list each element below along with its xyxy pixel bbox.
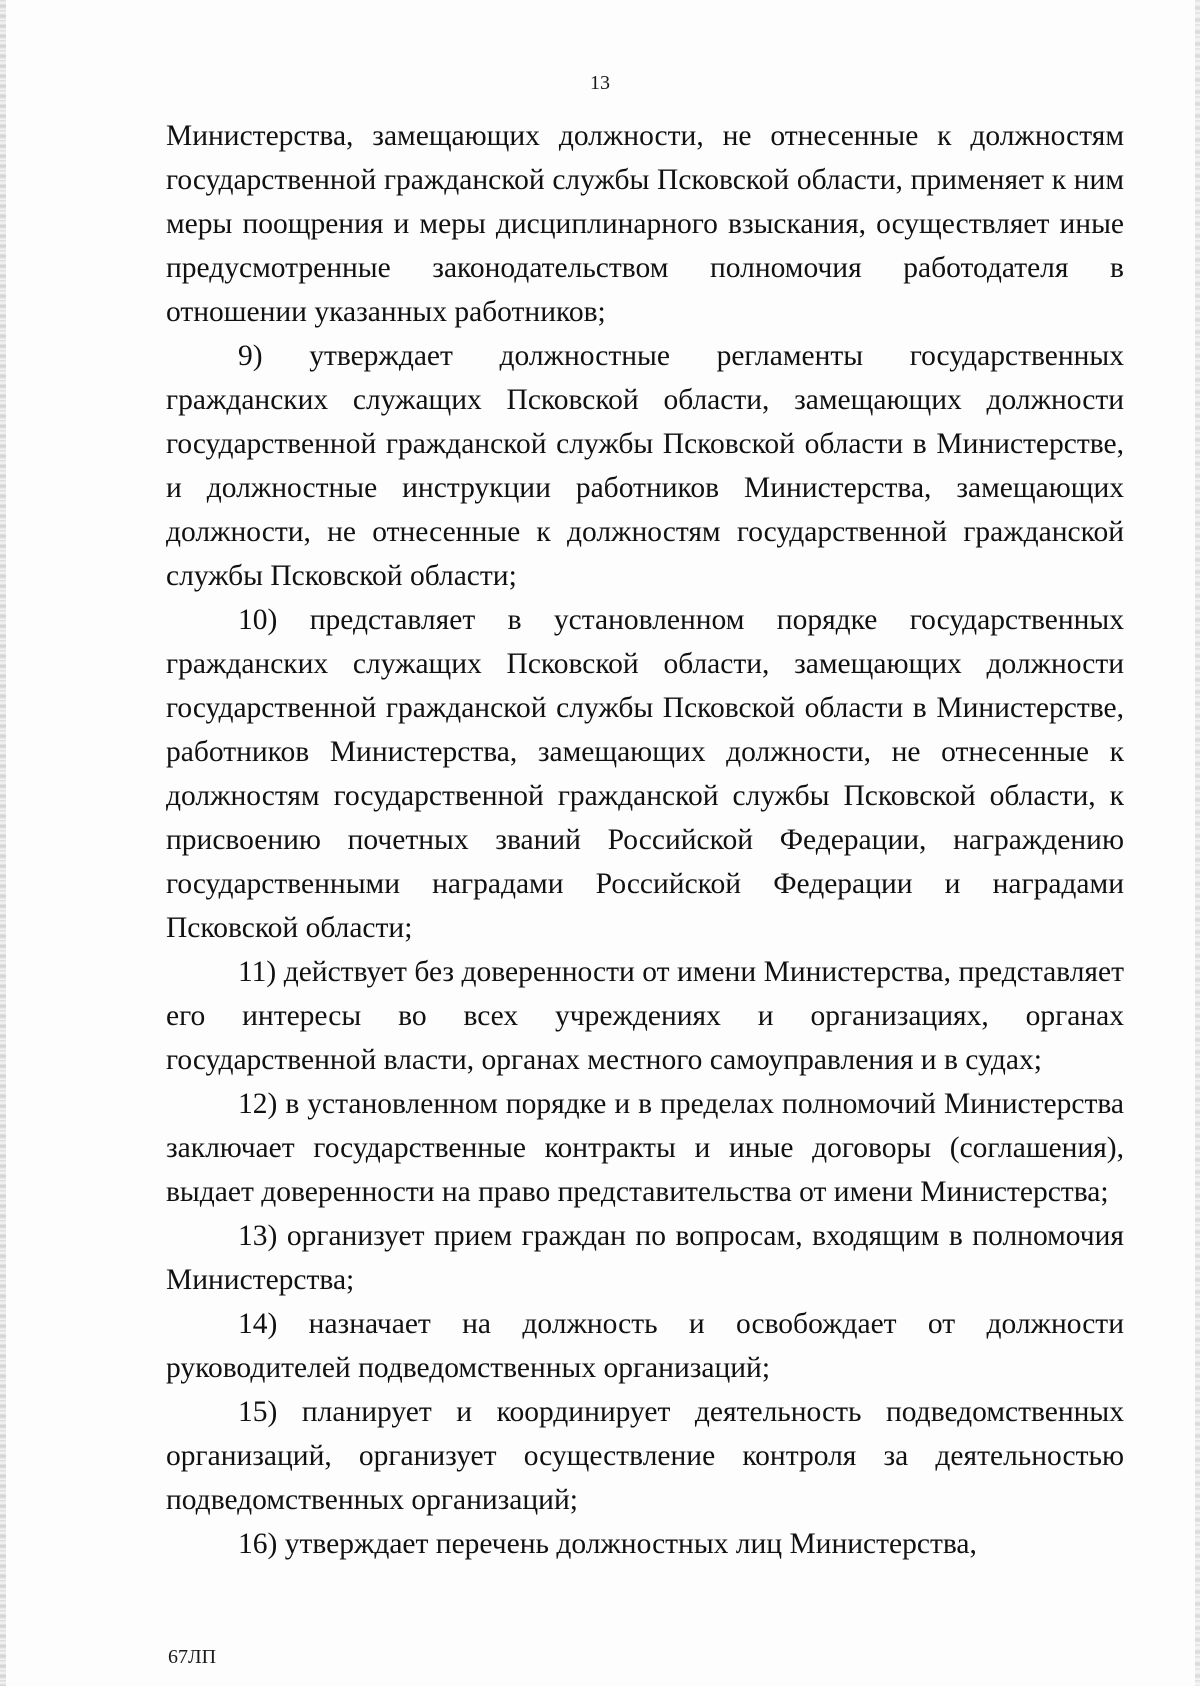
paragraph-item-9: 9) утверждает должностные регламенты государственных гражданских служащих Псковской области, замещающих должности государственной гражданской службы Псковской области в Министерстве, и должностные инструкции работников Министерства, замещающих должности, не отнесенные к должностям государственной гражданской службы Псковской области;	[166, 340, 1124, 592]
paragraph-item-12: 12) в установленном порядке и в пределах полномочий Министерства заключает государственные контракты и иные договоры (соглашения), выдает доверенности на право представительства от имени Министерства;	[166, 1088, 1124, 1208]
page-number: 13	[590, 72, 610, 94]
paragraph-item-10: 10) представляет в установленном порядке государственных гражданских служащих Псковской области, замещающих должности государственной гражданской службы Псковской области в Министерстве, работников Министерства, замещающих должности, не отнесенные к должностям государственной гражданской службы Псковской области, к присвоению почетных званий Российской Федерации, награждению государственными наградами Российской Федерации и наградами Псковской области;	[166, 604, 1124, 944]
paragraph-item-14: 14) назначает на должность и освобождает от должности руководителей подведомственных организаций;	[166, 1308, 1124, 1384]
paragraph-item-13: 13) организует прием граждан по вопросам, входящим в полномочия Министерства;	[166, 1220, 1124, 1296]
paragraph-item-11: 11) действует без доверенности от имени Министерства, представляет его интересы во всех учреждениях и организациях, органах государственной власти, органах местного самоуправления и в судах;	[166, 956, 1124, 1076]
paragraph-item-16: 16) утверждает перечень должностных лиц Министерства,	[238, 1528, 977, 1560]
document-code: 67ЛП	[168, 1646, 217, 1668]
paragraph-continuation: Министерства, замещающих должности, не отнесенные к должностям государственной гражданской службы Псковской области, применяет к ним меры поощрения и меры дисциплинарного взыскания, осуществляет иные предусмотренные законодательством полномочия работодателя в отношении указанных работников;	[166, 120, 1124, 328]
paragraph-item-15: 15) планирует и координирует деятельность подведомственных организаций, организует осуществление контроля за деятельностью подведомственных организаций;	[166, 1396, 1124, 1516]
scan-edge-left	[0, 0, 6, 1686]
document-body	[166, 114, 1124, 1566]
scan-edge-right	[1195, 0, 1200, 1686]
